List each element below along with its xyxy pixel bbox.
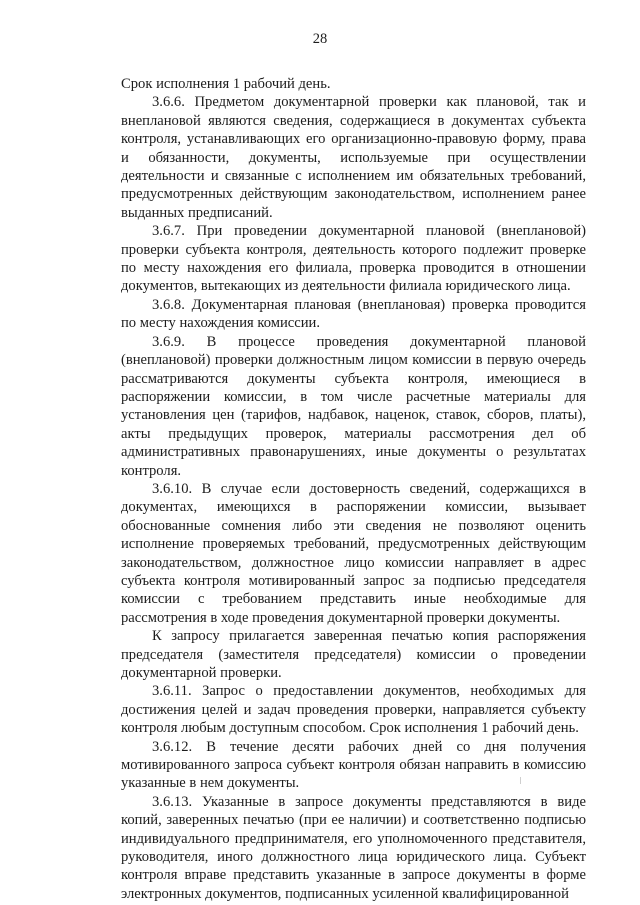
page-number: 28 <box>312 31 328 47</box>
paragraph-3-6-6: 3.6.6. Предметом документарной проверки как плановой, так и внеплановой являются сведения, содержащиеся в документах субъекта контроля, устанавливающих его организационно-правовую форму, права и обязанности, документы, используемые при осуществлении деятельности и связанные с исполнением им обязательных требований, предусмотренных действующим законодательством, исполнением ранее выданных предписаний. <box>121 94 586 221</box>
paragraph-3-6-7: 3.6.7. При проведении документарной плановой (внеплановой) проверки субъекта контроля, деятельность которого подлежит проверке по месту нахождения его филиала, проверка проводится в отношении документов, вытекающих из деятельности филиала юридического лица. <box>121 223 586 295</box>
scan-artifact <box>520 777 521 784</box>
paragraph-request-attachment: К запросу прилагается заверенная печатью копия распоряжения председателя (заместителя председателя) комиссии о проведении документарной проверки. <box>121 628 586 681</box>
paragraph-3-6-8: 3.6.8. Документарная плановая (внеплановая) проверка проводится по месту нахождения комиссии. <box>121 296 586 332</box>
paragraph-3-6-13: 3.6.13. Указанные в запросе документы представляются в виде копий, заверенных печатью (при ее наличии) и соответственно подписью индивидуального предпринимателя, его уполномоченного представителя, руководителя, иного должностного лица юридического лица. Субъект контроля вправе представить указанные в запросе документы в форме электронных документов, подписанных усиленной квалифицированной <box>121 793 586 902</box>
paragraph-deadline: Срок исполнения 1 рабочий день. <box>121 76 331 92</box>
paragraph-3-6-12: 3.6.12. В течение десяти рабочих дней со дня получения мотивированного запроса субъект контроля обязан направить в комиссию указанные в нем документы. <box>121 738 586 792</box>
paragraph-3-6-9: 3.6.9. В процессе проведения документарной плановой (внеплановой) проверки должностным лицом комиссии в первую очередь рассматриваются документы субъекта контроля, имеющиеся в распоряжении комиссии, в том числе расчетные материалы для установления цен (тарифов, надбавок, наценок, ставок, сборов, платы), акты предыдущих проверок, материалы рассмотрения дел об административных правонарушениях, иные документы о результатах контроля. <box>121 333 586 479</box>
paragraph-3-6-10: 3.6.10. В случае если достоверность сведений, содержащихся в документах, имеющихся в распоряжении комиссии, вызывает обоснованные сомнения либо эти сведения не позволяют оценить исполнение проверяемых требований, предусмотренных действующим законодательством, должностное лицо комиссии направляет в адрес субъекта контроля мотивированный запрос за подписью председателя комиссии с требованием представить иные необходимые для рассмотрения в ходе проведения документарной проверки документы. <box>121 480 586 626</box>
document-body <box>121 75 586 903</box>
paragraph-3-6-11: 3.6.11. Запрос о предоставлении документов, необходимых для достижения целей и задач проведения проверки, направляется субъекту контроля любым доступным способом. Срок исполнения 1 рабочий день. <box>121 683 586 737</box>
